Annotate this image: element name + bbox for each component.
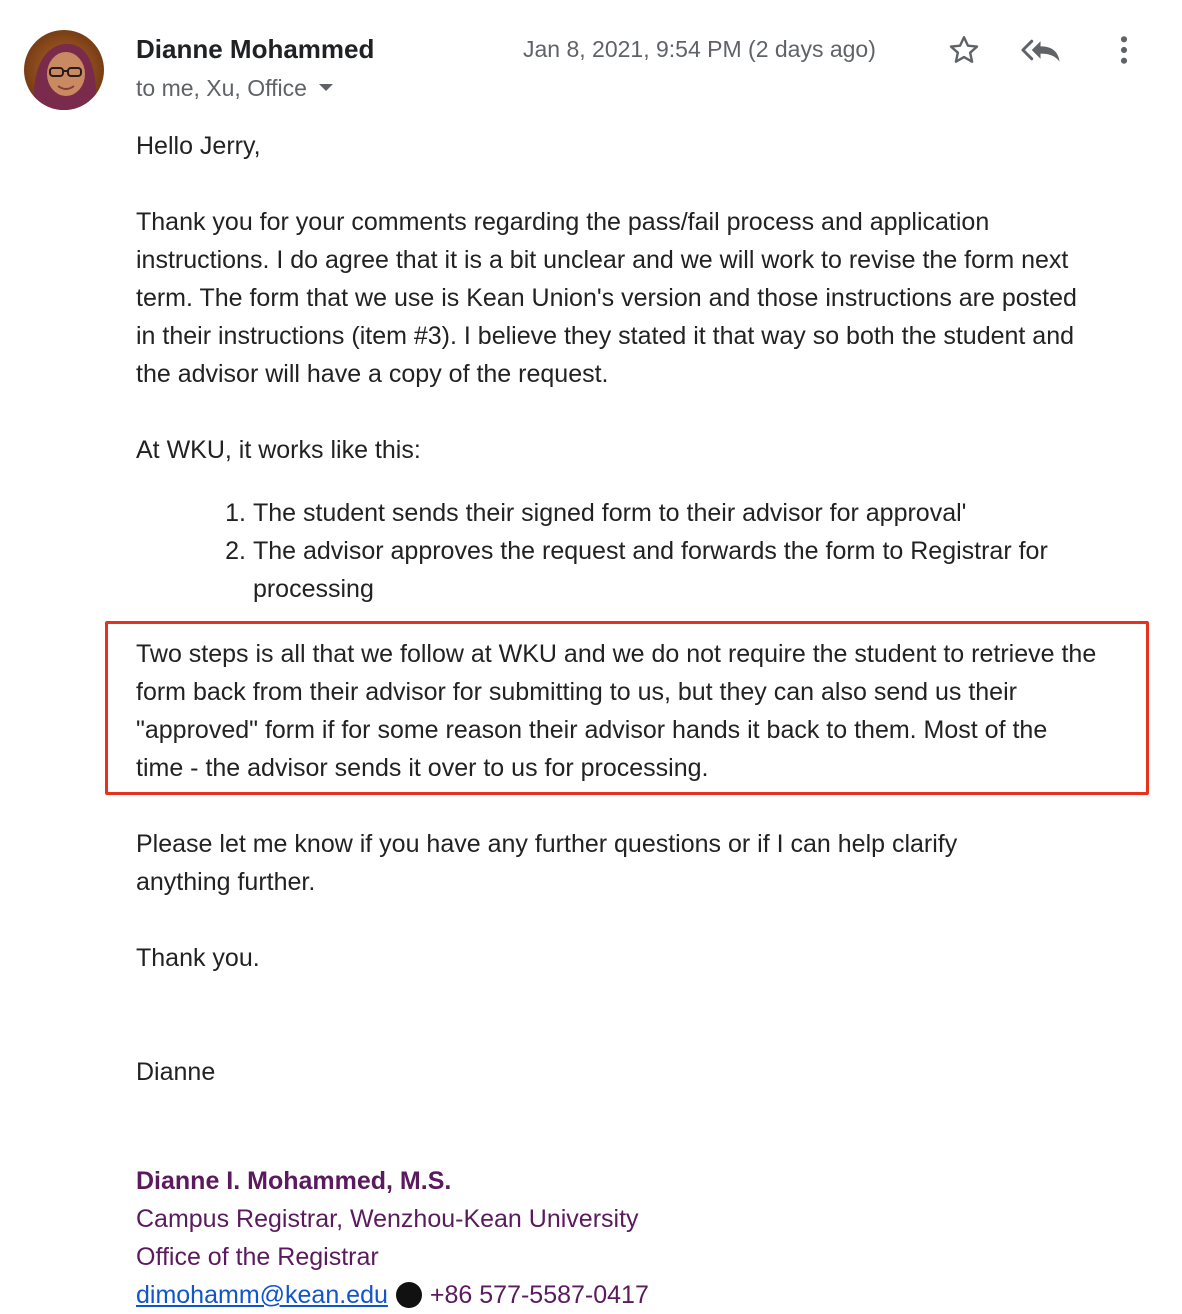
list-number: 1. (225, 499, 246, 527)
signature-name: Dianne I. Mohammed, M.S. (136, 1167, 452, 1195)
recipients-toggle[interactable] (136, 75, 333, 102)
thanks-line: Thank you. (136, 944, 260, 972)
list-item (210, 494, 1110, 532)
reply-all-button[interactable] (1020, 28, 1064, 72)
list-intro: At WKU, it works like this: (136, 436, 421, 464)
paragraph-line: form back from their advisor for submitting to us, but they can also send us their (136, 678, 1017, 706)
list-text: The advisor approves the request and forwards the form to Registrar for (252, 537, 1048, 565)
signature-title: Campus Registrar, Wenzhou-Kean University (136, 1205, 639, 1233)
caret-down-icon (319, 84, 333, 91)
paragraph-line: the advisor will have a copy of the request. (136, 360, 609, 388)
avatar-image (24, 30, 104, 110)
signature-phone: +86 577-5587-0417 (429, 1281, 649, 1309)
avatar[interactable] (24, 30, 104, 110)
signature-email-link[interactable]: dimohamm@kean.edu (136, 1281, 388, 1309)
paragraph-line: term. The form that we use is Kean Union's version and those instructions are posted (136, 284, 1077, 312)
paragraph-line: anything further. (136, 868, 316, 896)
signature-contact (136, 1276, 649, 1314)
recipients-label: to me, Xu, Office (136, 75, 307, 101)
paragraph-line: in their instructions (item #3). I believe they stated it that way so both the student and (136, 322, 1075, 350)
paragraph-line: Please let me know if you have any further questions or if I can help clarify (136, 830, 958, 858)
star-icon (946, 32, 982, 68)
email-date: Jan 8, 2021, 9:54 PM (2 days ago) (523, 36, 876, 62)
star-button[interactable] (942, 28, 986, 72)
paragraph-1 (136, 203, 1146, 393)
list-item-continuation: processing (252, 575, 374, 603)
list-item (210, 532, 1110, 570)
highlighted-paragraph (136, 635, 1146, 787)
sender-name[interactable]: Dianne Mohammed (136, 34, 375, 64)
more-options-button[interactable] (1102, 28, 1146, 72)
paragraph-line: Thank you for your comments regarding the pass/fail process and application (136, 208, 990, 236)
paragraph-line: time - the advisor sends it over to us for processing. (136, 754, 709, 782)
reply-all-icon (1020, 32, 1064, 68)
more-vert-icon (1118, 34, 1130, 66)
sign-name: Dianne (136, 1058, 216, 1086)
bullet-dot-icon (396, 1282, 422, 1308)
list-number: 2. (225, 537, 246, 565)
greeting: Hello Jerry, (136, 132, 261, 160)
paragraph-line: "approved" form if for some reason their advisor hands it back to them. Most of the (136, 716, 1048, 744)
closing-paragraph (136, 825, 1146, 901)
signature-office: Office of the Registrar (136, 1243, 379, 1271)
paragraph-line: instructions. I do agree that it is a bit unclear and we will work to revise the form next (136, 246, 1069, 274)
list-text: The student sends their signed form to their advisor for approval' (252, 499, 967, 527)
steps-list (210, 494, 1110, 608)
paragraph-line: Two steps is all that we follow at WKU and we do not require the student to retrieve the (136, 640, 1097, 668)
